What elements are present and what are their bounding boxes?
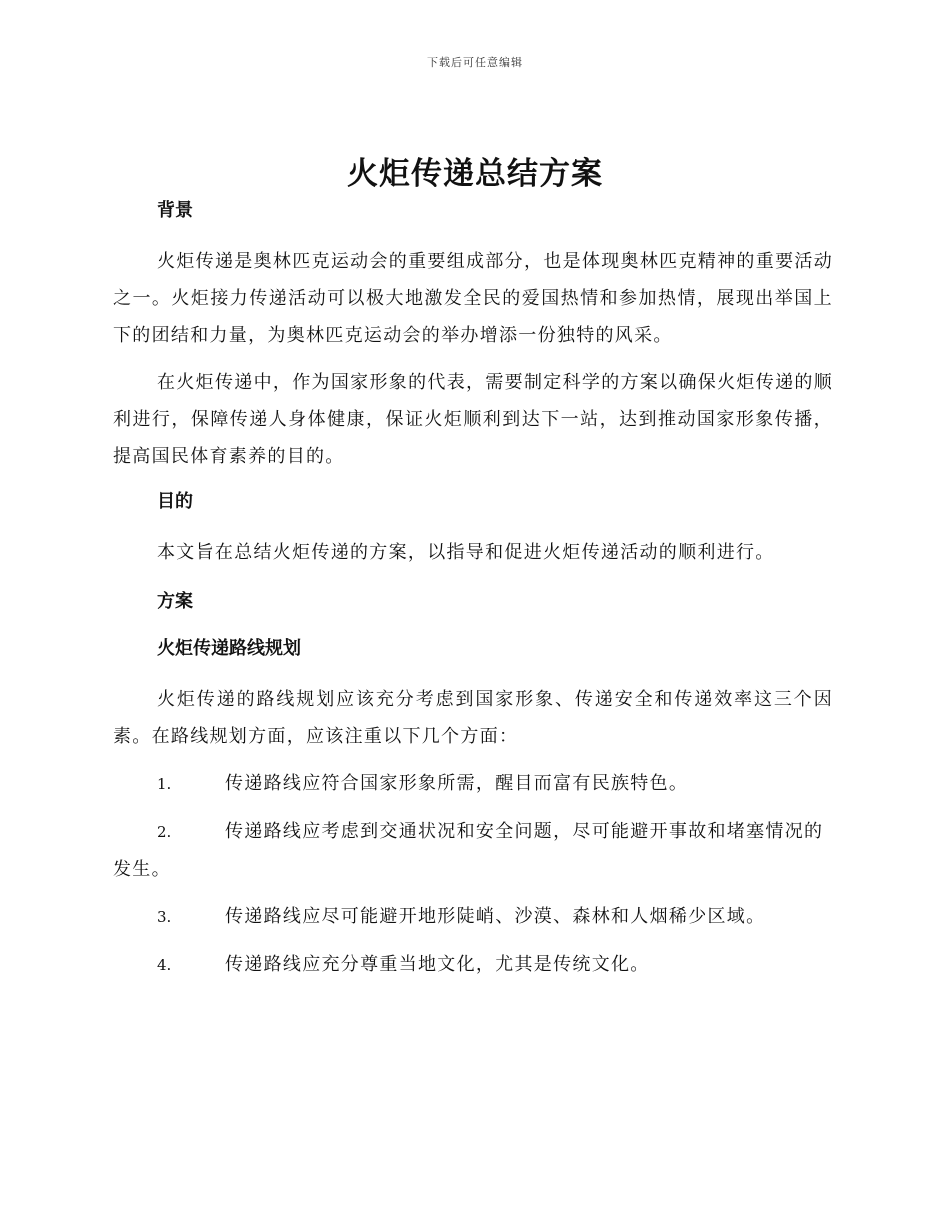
document-title: 火炬传递总结方案 [347, 156, 603, 192]
list-item [113, 813, 833, 888]
list-text: 传递路线应符合国家形象所需，醒目而富有民族特色。 [225, 773, 689, 794]
list-number: 1. [157, 775, 172, 793]
heading-purpose: 目的 [157, 491, 193, 512]
list-item [113, 898, 833, 936]
background-paragraph-2: 在火炬传递中，作为国家形象的代表，需要制定科学的方案以确保火炬传递的顺利进行，保障传递人身体健康，保证火炬顺利到达下一站，达到推动国家形象传播，提高国民体育素养的目的。 [113, 372, 833, 467]
list-text: 传递路线应充分尊重当地文化，尤其是传统文化。 [225, 954, 650, 975]
list-item [113, 765, 833, 803]
list-number: 3. [157, 908, 172, 926]
list-text: 传递路线应考虑到交通状况和安全问题，尽可能避开事故和堵塞情况的发生。 [113, 821, 824, 880]
list-item [113, 946, 833, 984]
heading-background: 背景 [157, 200, 193, 221]
list-text: 传递路线应尽可能避开地形陡峭、沙漠、森林和人烟稀少区域。 [225, 906, 766, 927]
header-note: 下载后可任意编辑 [427, 56, 523, 69]
document-body [113, 198, 833, 994]
purpose-paragraph-1: 本文旨在总结火炬传递的方案，以指导和促进火炬传递活动的顺利进行。 [157, 542, 775, 563]
route-paragraph-1: 火炬传递的路线规划应该充分考虑到国家形象、传递安全和传递效率这三个因素。在路线规划方面，应该注重以下几个方面： [113, 689, 833, 747]
heading-route-planning: 火炬传递路线规划 [157, 638, 301, 659]
heading-plan: 方案 [157, 591, 193, 612]
list-number: 4. [157, 956, 172, 974]
list-number: 2. [157, 823, 172, 841]
background-paragraph-1: 火炬传递是奥林匹克运动会的重要组成部分，也是体现奥林匹克精神的重要活动之一。火炬接力传递活动可以极大地激发全民的爱国热情和参加热情，展现出举国上下的团结和力量，为奥林匹克运动会的举办增添一份独特的风采。 [113, 251, 833, 346]
